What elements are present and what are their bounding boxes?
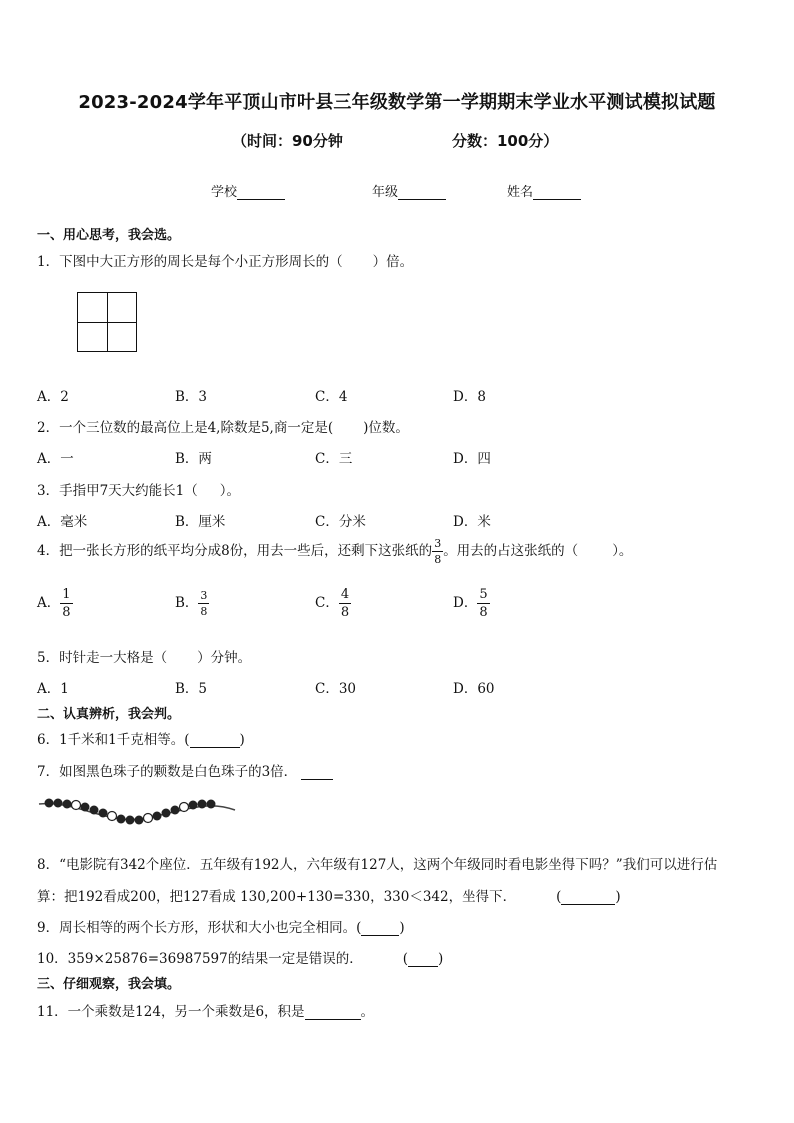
question-7 (37, 760, 333, 780)
question-4-text-c: ）。 (612, 543, 633, 559)
question-4-text-b: 。用去的占这张纸的（ (443, 543, 579, 559)
q1-option-c[interactable]: C．4 (315, 389, 348, 405)
question-1-text-a: 1．下图中大正方形的周长是每个小正方形周长的（ (37, 254, 343, 270)
q1-option-a[interactable]: A．2 (37, 389, 69, 405)
question-2-text-a: 2．一个三位数的最高位上是4,除数是5,商一定是( (37, 420, 334, 436)
white-bead (180, 803, 189, 812)
q4-option-d[interactable] (453, 588, 490, 619)
fraction-numerator: 3 (200, 589, 208, 602)
option-label: D． (453, 595, 478, 611)
name-field (507, 181, 581, 200)
q2-option-c[interactable]: C．三 (315, 451, 353, 467)
white-bead (144, 814, 153, 823)
option-fraction (198, 590, 209, 617)
question-11-text: 11．一个乘数是124，另一个乘数是6，积是 (37, 1004, 305, 1020)
q3-option-b[interactable]: B．厘米 (175, 514, 226, 530)
beads-group (45, 799, 216, 825)
black-bead (126, 816, 135, 825)
black-bead (45, 799, 54, 808)
question-8-line-1: 8．“电影院有342个座位．五年级有192人，六年级有127人，这两个年级同时看电影坐得下吗？”我们可以进行估 (37, 857, 718, 873)
fraction-denominator: 8 (479, 605, 488, 620)
grade-blank[interactable] (398, 185, 446, 200)
period: 。 (360, 1004, 375, 1020)
question-7-text: 7．如图黑色珠子的颗数是白色珠子的3倍． (37, 764, 298, 780)
question-3 (37, 479, 240, 499)
option-label: C． (315, 595, 339, 611)
q4-option-c[interactable] (315, 588, 351, 619)
grade-label: 年级 (372, 185, 399, 200)
square-grid-figure (77, 292, 137, 352)
question-2 (37, 416, 409, 436)
black-bead (99, 809, 108, 818)
answer-blank[interactable] (561, 890, 615, 905)
answer-blank[interactable] (408, 952, 438, 967)
black-bead (153, 812, 162, 821)
page-title: 2023-2024学年平顶山市叶县三年级数学第一学期期末学业水平测试模拟试题 (78, 92, 716, 113)
question-1 (37, 250, 413, 270)
question-3-text-a: 3．手指甲7天大约能长1（ (37, 483, 198, 499)
question-5-text-b: ）分钟。 (197, 650, 252, 666)
white-bead (72, 801, 81, 810)
option-fraction (60, 588, 72, 619)
bead-string-figure (37, 792, 237, 836)
black-bead (171, 806, 180, 815)
black-bead (162, 809, 171, 818)
open-paren: ( (402, 951, 409, 967)
fraction-denominator: 8 (200, 605, 208, 618)
fraction-numerator: 3 (434, 537, 442, 550)
black-bead (117, 815, 126, 824)
q5-option-b[interactable]: B．5 (175, 681, 208, 697)
question-3-text-b: ）。 (219, 483, 241, 499)
question-10-text: 10．359×25876=36987597的结果一定是错误的． (37, 951, 363, 967)
question-9-text: 9．周长相等的两个长方形，形状和大小也完全相同。( (37, 920, 362, 936)
answer-blank[interactable] (361, 921, 399, 936)
question-8-text: 算：把192看成200，把127看成 130,200+130=330，330＜342，坐得下． (37, 889, 517, 905)
question-8-line-2 (37, 885, 621, 905)
question-9 (37, 916, 405, 936)
fraction-denominator: 8 (62, 605, 71, 620)
question-2-text-b: )位数。 (363, 420, 409, 436)
black-bead (189, 801, 198, 810)
black-bead (90, 806, 99, 815)
q1-option-d[interactable]: D．8 (453, 389, 486, 405)
exam-score: 分数：100分） (452, 132, 559, 150)
close-paren: ) (615, 889, 621, 905)
q3-option-d[interactable]: D．米 (453, 514, 491, 530)
close-paren: ) (438, 951, 444, 967)
q2-option-b[interactable]: B．两 (175, 451, 212, 467)
section-3-heading: 三、仔细观察，我会填。 (37, 977, 181, 992)
option-fraction (477, 588, 489, 619)
open-paren: ( (556, 889, 562, 905)
exam-time: （时间：90分钟 (232, 132, 343, 150)
fraction-numerator: 5 (479, 587, 488, 602)
option-label: A． (37, 595, 61, 611)
fraction-denominator: 8 (340, 605, 350, 620)
black-bead (198, 800, 207, 809)
close-paren: ) (239, 732, 245, 748)
black-bead (207, 800, 216, 809)
q4-option-a[interactable] (37, 588, 73, 619)
question-5 (37, 646, 251, 666)
q4-option-b[interactable] (175, 590, 209, 617)
school-field (211, 181, 285, 200)
fraction-numerator: 1 (62, 587, 71, 602)
fraction-three-eighths (432, 538, 443, 565)
grade-field (372, 181, 446, 200)
name-label: 姓名 (507, 185, 534, 200)
white-bead (108, 812, 117, 821)
q5-option-d[interactable]: D．60 (453, 681, 495, 697)
black-bead (63, 800, 72, 809)
q2-option-d[interactable]: D．四 (453, 451, 491, 467)
q2-option-a[interactable]: A．一 (37, 451, 74, 467)
question-4-text-a: 4．把一张长方形的纸平均分成8份，用去一些后，还剩下这张纸的 (37, 543, 433, 559)
section-2-heading: 二、认真辨析，我会判。 (37, 707, 181, 722)
school-label: 学校 (211, 185, 238, 200)
section-1-heading: 一、用心思考，我会选。 (37, 228, 181, 243)
answer-blank[interactable] (301, 765, 333, 780)
question-6-text: 6．1千米和1千克相等。( (37, 732, 190, 748)
q1-option-b[interactable]: B．3 (175, 389, 208, 405)
black-bead (54, 799, 63, 808)
answer-blank[interactable] (190, 733, 240, 748)
option-label: B． (175, 595, 199, 611)
q5-option-a[interactable]: A．1 (37, 681, 69, 697)
fraction-numerator: 4 (340, 587, 350, 602)
question-10 (37, 947, 443, 967)
question-6 (37, 728, 245, 748)
grid-horizontal-line (78, 322, 136, 324)
q5-option-c[interactable]: C．30 (315, 681, 357, 697)
q3-option-a[interactable]: A．毫米 (37, 514, 88, 530)
question-5-text-a: 5．时针走一大格是（ (37, 650, 168, 666)
question-11 (37, 1000, 374, 1020)
answer-blank[interactable] (305, 1005, 361, 1020)
black-bead (135, 816, 144, 825)
q3-option-c[interactable]: C．分米 (315, 514, 366, 530)
black-bead (81, 803, 90, 812)
question-4 (37, 538, 632, 565)
option-fraction (339, 588, 351, 619)
question-1-text-b: ）倍。 (372, 254, 414, 270)
school-blank[interactable] (237, 185, 285, 200)
name-blank[interactable] (533, 185, 581, 200)
close-paren: ) (399, 920, 405, 936)
fraction-denominator: 8 (434, 553, 442, 566)
